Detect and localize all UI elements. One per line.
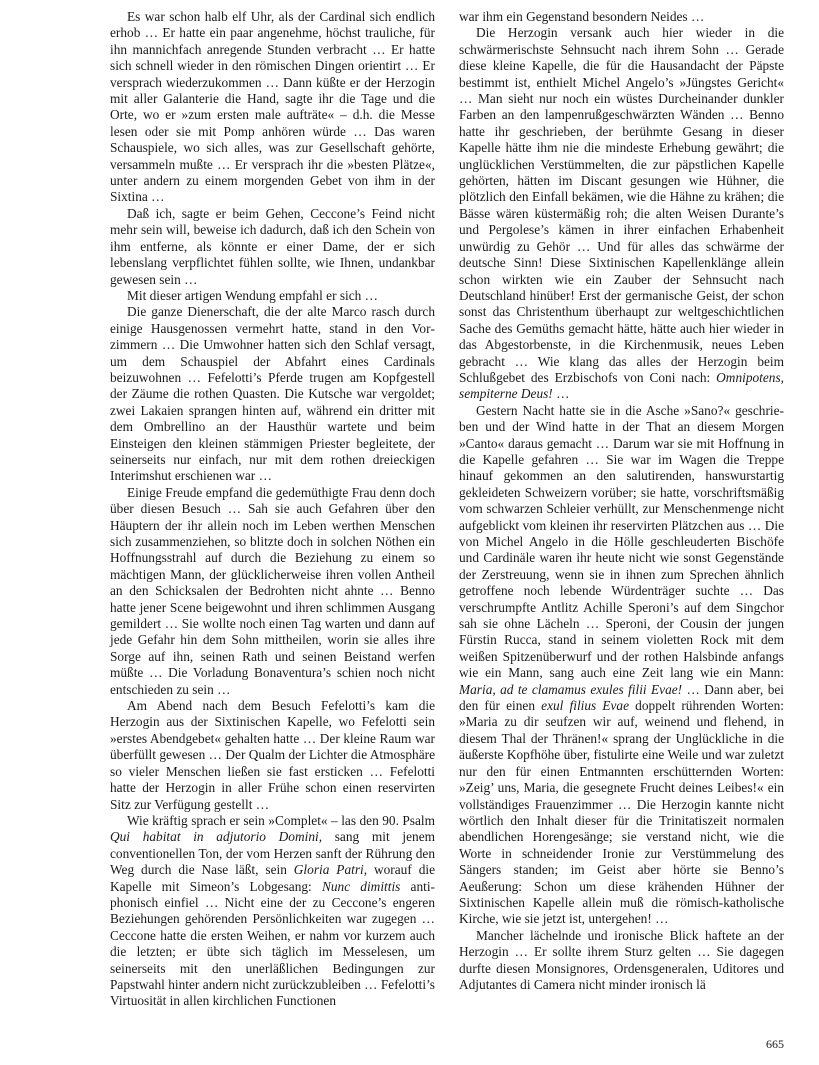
text-run: Wie kräftig sprach er sein »Complet« – las den 90. Psalm xyxy=(127,812,435,828)
text-run: Daß ich, sagte er beim Gehen, Ceccone’s Feind nicht mehr sein will, beweise ich dadurch, daß ich den Schein von ihm entferne, als könnte er einer Dame, der er sich lebenslang verpflichtet fühlen sollte, wie Ihnen, undankbar gewesen sein … xyxy=(110,205,435,287)
text-run: … xyxy=(552,386,570,402)
paragraph xyxy=(459,403,784,928)
text-run: Die ganze Dienerschaft, die der alte Marco rasch durch einige Hausgenossen vermehrt hatte, stand in den Vorzimmern … Die Umwohner hatten sich den Schlaf versagt, um dem Schauspiel der Abfahrt eines Cardinals beizuwohnen … Fefelotti’s Pferde trugen am Kopfgestell der Zäume die rothen Quasten. Die Kutsche war vergoldet; zwei Lakaien sprangen hinten auf, während ein dritter mit dem Ombrellino an der Hausthür wartete und beim Einsteigen den kleinen stämmigen Priester begleitete, der seinerseits nur einfach, nur mit dem rothen dreieckigen Interimshut erschienen war … xyxy=(110,304,435,484)
paragraph xyxy=(110,813,435,1010)
paragraph xyxy=(110,698,435,813)
text-run: Am Abend nach dem Besuch Fefelotti’s kam die Herzogin aus der Sixtinischen Kapelle, wo Fefelotti sein »erstes Abendgebet« gehalten hatte … Der kleine Raum war überfüllt gewesen … Der Qualm der Lichter die Atmosphäre so vieler Menschen ließen sie fast ersticken … Fefelotti hatte der Herzogin in aller Frühe schon einen reservirten Sitz zur Verfügung gestellt … xyxy=(110,698,435,812)
paragraph xyxy=(110,485,435,698)
page-number: 665 xyxy=(766,1037,784,1051)
left-text-column xyxy=(110,9,435,1010)
paragraph xyxy=(110,206,435,288)
italic-text: Omnipotens, sempiterne Deus! xyxy=(459,369,784,402)
text-run: Gestern Nacht hatte sie in die Asche »Sano?« geschrieben und der Wind hatte in der That an diesem Morgen »Canto« daraus gemacht … Darum war sie mit Hoffnung in die Kapelle gefahren … Sie war im Wagen die Treppe hinauf gekommen an den salutirenden, hanswurstartig gekleideten Schweizern vorüber; sie hatte, vorschriftsmäßig vom schwarzen Schleier verhüllt, zur Menschenmenge nicht aufgeblickt vom kleinen ihr reservirten Plätzchen aus … Die von Michel Angelo in die Hölle geschleuderten Bischöfe und Cardinäle waren ihr heute nicht wie sonst Gegenstände der Zerstreuung, wenn sie in ihnen zum Sprechen ähnlich getroffene noch lebende Würdenträger suchte … Das verschrumpfte Antlitz Achille Speroni’s auf dem Singchor sah sie ohne Lächeln … Speroni, der Cousin der jungen Fürstin Rucca, stand in seinem violetten Rock mit dem weißen Spitzenüberwurf und der rothen Halsbinde anfangs wie ein Mann, sang auch eine Zeit lang wie ein Mann: xyxy=(459,402,784,681)
italic-text: Maria, ad te clamamus exules filii Evae! xyxy=(459,681,683,697)
text-run: Mancher lächelnde und ironische Blick haftete an der Herzogin … Er sollte ihrem Sturz gelten … Sie dagegen durfte diesen Monsignores, Ordensgeneralen, Uditores und Adjutantes di Camera nicht minder ironisch lä xyxy=(459,927,784,992)
right-text-column xyxy=(459,9,784,993)
paragraph xyxy=(110,304,435,484)
paragraph xyxy=(110,9,435,206)
text-run: Einige Freude empfand die gedemüthigte Frau denn doch über diesen Besuch … Sah sie auch Gefahren über den Häuptern der ihr allein noch im Leben werthen Menschen sich zusammenziehen, so blitzte doch in solchen Nöthen ein Hoffnungsstrahl auf durch die Beziehung zu einem so mächtigen Mann, der glücklicherweise ihren vollen Antheil an den Schicksalen der Bedrohten nicht ahnte … Benno hatte jener Scene beigewohnt und ihren schlimmen Ausgang gemildert … Sie wollte noch einen Tag warten und dann auf jede Gefahr hin dem Sohn mittheilen, worin sie alles ihre Sorge auf ihn, seinen Rath und seinen Beistand werfen müßte … Die Vorladung Bonaventura’s schien noch nicht entschieden zu sein … xyxy=(110,484,435,697)
text-run: antiphonisch einfiel … Nicht eine der zu Ceccone’s engeren Beziehungen gehörenden Persönlichkeiten war zugegen … Ceccone hatte die ersten Weihen, er nahm vor kurzem auch die letzten; er übte sich täglich im Messelesen, um seinerseits mit den unerläßlichen Bedingungen zur Papstwahl hinter andern nicht zurückzubleiben … Fefelotti’s Virtuosität in allen kirchlichen Functionen xyxy=(110,878,435,1009)
paragraph xyxy=(110,288,435,304)
italic-text: Qui habitat in adjutorio Domini, xyxy=(110,829,323,845)
paragraph xyxy=(459,928,784,994)
text-run: war ihm ein Gegenstand besondern Neides … xyxy=(459,9,705,24)
text-run: sang mit jenem conventionellen Ton, der vom Herzen sanft der Rührung den Weg durch die Nase läßt, sein xyxy=(110,829,435,878)
text-run: Es war schon halb elf Uhr, als der Cardinal sich endlich erhob … Er hatte ein paar angenehme, höchst trauliche, für ihn mannichfach anregende Stunden verbracht … Er hatte sich schnell wieder in den römischen Dingen orientirt … Er versprach wiederzukommen … Dann küßte er der Herzogin mit aller Galanterie die Hand, sagte ihr die Tage und die Orte, wo er »zum ersten male aufträte« – d.h. die Messe lesen oder sie mit Pomp anhören würde … Das waren Schauspiele, wo sich alles, was zur Gesellschaft gehörte, versammeln mußte … Er versprach ihr die »besten Plätze«, unter andern zu einem morgenden Gebet von ihm in der Sixtina … xyxy=(110,9,435,205)
text-run: … Dann aber, bei den für einen xyxy=(459,681,784,714)
paragraph xyxy=(459,9,784,25)
italic-text: Nunc dimittis xyxy=(321,878,401,894)
italic-text: Gloria Patri, xyxy=(293,862,368,878)
paragraph xyxy=(459,25,784,402)
text-run: doppelt rührenden Worten: »Maria zu dir seufzen wir auf, weinend und flehend, in diesem Thal der Thränen!« sprang der Unglückliche in die äußerste Kopfhöhe über, fistulirte eine Weile und war zuletzt nur den für einen Entmannten erschütternden Worten: »Zeig’ uns, Maria, die gesegnete Frucht deines Leibes!« ein vollständiges Frauenzimmer … Die Herzogin kannte nicht wörtlich den Inhalt dieser für die Trinitatiszeit normalen abendlichen Horengesänge; sie verstand nicht, wie die Worte in schneidender Ironie zur Verstümmelung des Sängers standen; im Geist aber hörte sie Benno’s Aeußerung: Schon um diese krähenden Hühner der Sixtinischen Kapelle allein muß die römisch-katholische Kirche, wie sie jetzt ist, untergehen! … xyxy=(459,698,784,927)
text-run: Mit dieser artigen Wendung empfahl er sich … xyxy=(127,287,379,303)
italic-text: exul filius Evae xyxy=(541,698,630,714)
text-run: Die Herzogin versank auch hier wieder in die schwärmerischste Sehnsucht nach ihrem Sohn … Gerade diese kleine Kapelle, die für die Hausandacht der Päpste bestimmt ist, enthielt Michel Angelo’s »Jüngstes Gericht« … Man sieht nur noch ein wüstes Durcheinander dunkler Farben an den lampenrußgeschwärzten Wänden … Benno hatte ihr geschrieben, der berühmte Gesang in dieser Kapelle hätte ihm nie die mindeste Erhebung gewährt; die unglücklichen Verstümmelten, die zur päpstlichen Kapelle gehörten, hätten im Discant gesungen wie Hühner, die plötzlich den Einfall bekämen, wie die Hähne zu krähen; die Bässe wären küstermäßig roh; die alten Weisen Durante’s und Pergolese’s kämen in ihrer einfachen Erhabenheit unwürdig zu Gehör … Und für alles das schwärme der deutsche Sinn! Diese Sixtinischen Kapellenklänge allein schon wirkten wie ein Zauber der Sehnsucht nach Deutschland hinüber! Erst der germanische Geist, der schon sonst das Christenthum überhaupt zur weltgeschichtlichen Sache des Gemüths gemacht hätte, hätte auch hier wieder in das Abgestorbenste, in die Kirchenmusik, neues Leben gebracht … Wie klang das alles der Herzogin beim Schlußgebet des Erzbischofs von Coni nach: xyxy=(459,25,784,385)
text-run: worauf die Kapelle mit Simeon’s Lobgesang: xyxy=(110,862,435,894)
